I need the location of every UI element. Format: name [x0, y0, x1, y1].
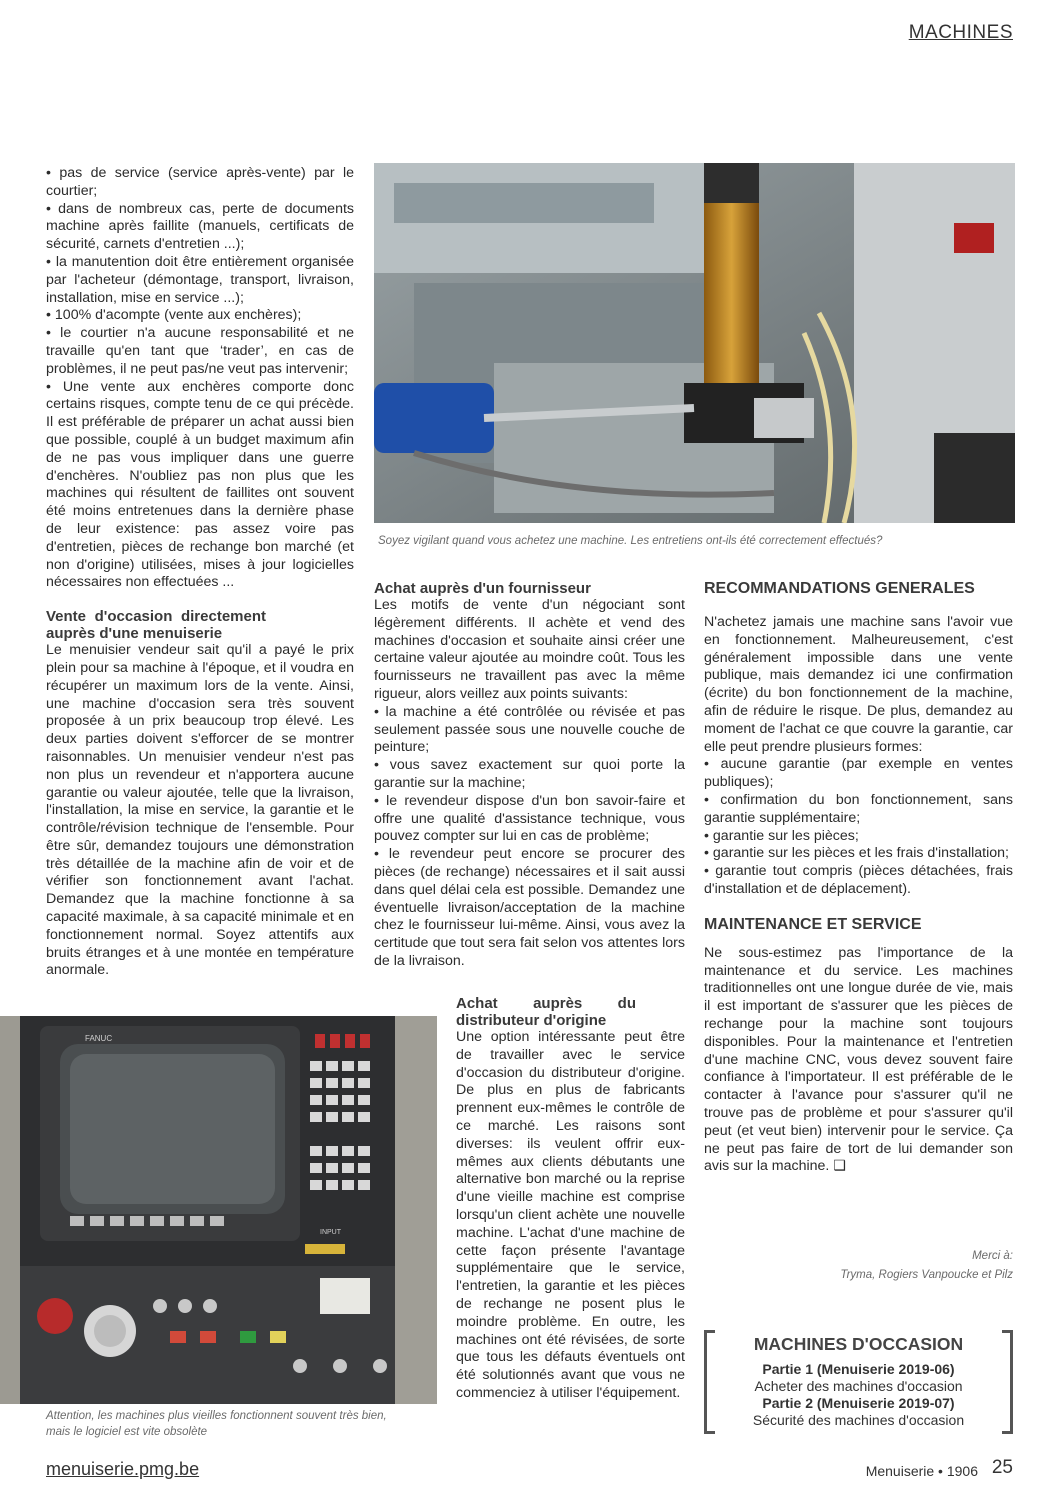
section-heading: Vente d'occasion directement auprès d'une menuiserie — [46, 608, 266, 643]
bullet-item: • aucune garantie (par exemple en ventes publiques); — [704, 756, 1013, 791]
series-part-title: Sécurité des machines d'occasion — [752, 1412, 965, 1428]
bullet-item: • confirmation du bon fonctionnement, sans garantie supplémentaire; — [704, 791, 1013, 826]
column-2b — [456, 995, 685, 1403]
bullet-item: • le revendeur peut encore se procurer des pièces (de rechange) nécessaires et il sait aussi dans quel délai cela est possible. Demandez une éventuelle livraison/acceptation de la machine chez le fournisseur lui-même. Ainsi, vous avez la certitude que tout sera fait selon vos attentes lors de la livraison. — [374, 846, 685, 969]
bullet-item: • vous savez exactement sur quoi porte la garantie sur la machine; — [374, 757, 685, 791]
series-box — [704, 1330, 1013, 1434]
thanks-names: Tryma, Rogiers Vanpoucke et Pilz — [840, 1269, 1013, 1281]
brand-text: FANUC — [85, 1034, 113, 1043]
paragraph: N'achetez jamais une machine sans l'avoir vue en fonctionnement. Malheureusement, c'est généralement impossible dans une vente publique, mais demandez ici une confirmation (écrite) du bon fonctionnement de la machine, afin de réduire le risque. De plus, demandez au moment de l'achat ce que couvre la garantie, car elle peut prendre plusieurs formes: — [704, 614, 1013, 755]
bullet-item: • Une vente aux enchères comporte donc certains risques, compte tenu de ce qui précède. Il est préférable de préparer un achat aussi bien que possible, couplé à un budget maximum afin de ne pas vous impliquer dans une guerre d'enchères. N'oubliez pas non plus que les machines qui résultent de faillites ont souvent été moins entretenues dans la dernière phase de leur existence: pas assez voire pas d'entretien, pièces de rechange bon marché (et non d'origine) utilisées, mises à jour logicielles nécessaires non effectuées ... — [46, 378, 354, 591]
series-part-title: Acheter des machines d'occasion — [754, 1378, 963, 1394]
section-heading: MAINTENANCE ET SERVICE — [704, 915, 922, 933]
website-link[interactable]: menuiserie.pmg.be — [46, 1459, 200, 1479]
paragraph: Une option intéressante peut être de travailler avec le service d'occasion du distributeur d'origine. De plus en plus de fabricants prennent eux-mêmes le contrôle de ce marché. Les raisons sont diverses: ils veulent offrir eux-mêmes aux clients débutants une alternative bon marché ou la reprise d'une vieille machine est comprise lorsqu'un client achète une nouvelle machine. L'achat d'une machine de cette façon présente l'avantage supplémentaire que le service, l'entretien, la garantie et les pièces de rechange ne posent plus le moindre problème. En outre, les machines ont été révisées, de sorte que tous les défauts éventuels ont été solutionnés avant que vous ne commenciez à utiliser l'équipement. — [456, 1029, 685, 1401]
series-list — [704, 1361, 1013, 1429]
input-label: INPUT — [320, 1229, 341, 1236]
section-title: MACHINES — [908, 22, 1013, 43]
thanks-label: Merci à: — [972, 1250, 1013, 1262]
photo-machine-detail — [374, 163, 1015, 523]
series-part-label: Partie 1 (Menuiserie 2019-06) — [762, 1361, 955, 1377]
series-part-label: Partie 2 (Menuiserie 2019-07) — [762, 1395, 955, 1411]
bullet-item: • la manutention doit être entièrement organisée par l'acheteur (démontage, transport, livraison, installation, mise en service ...); — [46, 253, 354, 306]
bullet-item: • dans de nombreux cas, perte de documents machine après faillite (manuels, certificats de sécurité, carnets d'entretien ...); — [46, 200, 354, 253]
column-1 — [46, 165, 354, 980]
bullet-item: • garantie sur les pièces et les frais d'installation; — [704, 845, 1009, 862]
caption-line: mais le logiciel est vite obsolète — [46, 1426, 208, 1438]
section-heading: Achat auprès du distributeur d'origine — [456, 995, 636, 1029]
section-heading: RECOMMANDATIONS GENERALES — [704, 580, 975, 597]
bullet-item: • garantie tout compris (pièces détachées, frais d'installation et de déplacement). — [704, 863, 1013, 897]
bullet-item: • 100% d'acompte (vente aux enchères); — [46, 307, 302, 324]
bracket-left — [704, 1330, 715, 1434]
paragraph: Ne sous-estimez pas l'importance de la maintenance et du service. Les machines traditionnelles ont une longue durée de vie, mais il est important de s'assurer que les pièces de rechange pour la machine sont toujours disponibles. Pour la maintenance et l'entretien d'une machine CNC, vous devez souvent faire confiance à l'importateur. Il est préférable de le contacter à l'avance pour s'assurer qu'il ne trouve pas de problème et pour s'assurer qu'il peut (et veut bien) intervenir pour le service. Ça ne peut pas faire de tort de lui demander son avis sur la machine. ❑ — [704, 944, 1013, 1175]
photo-caption: Soyez vigilant quand vous achetez une machine. Les entretiens ont-ils été correctement effectués? — [378, 535, 883, 547]
bullet-item: • le revendeur dispose d'un bon savoir-faire et offre une qualité d'assistance technique, vous pouvez compter sur lui en cas de problème; — [374, 792, 685, 845]
photo-control-panel — [0, 1016, 437, 1404]
photo-caption-bottom — [46, 1408, 436, 1440]
column-2 — [374, 580, 685, 971]
series-title: MACHINES D'OCCASION — [753, 1334, 964, 1354]
paragraph: Les motifs de vente d'un négociant sont légèrement différents. Il achète et vend des machines d'occasion et souhaite ainsi créer une certaine valeur ajoutée au moindre coût. Tous les fournisseurs ne travaillent pas avec la même rigueur, alors veillez aux points suivants: — [374, 597, 685, 702]
bullet-item: • le courtier n'a aucune responsabilité et ne travaille qu'en tant que ‘trader’, en cas de problèmes, il ne peut pas/ne veut pas intervenir; — [46, 325, 354, 377]
issue-label: Menuiserie • 1906 — [865, 1463, 978, 1479]
section-heading: Achat auprès d'un fournisseur — [374, 580, 591, 597]
bracket-right — [1002, 1330, 1013, 1434]
page-number: 25 — [991, 1457, 1013, 1478]
paragraph: Le menuisier vendeur sait qu'il a payé le prix plein pour sa machine à l'époque, et il voudra en récupérer un maximum lors de la vente. Ainsi, une machine d'occasion sera très souvent proposée à un prix beaucoup trop élevé. Les deux parties doivent s'efforcer de se montrer raisonnables. Un menuisier vendeur n'est pas non plus un revendeur et n'apportera aucune garantie ou valeur ajoutée, telle que la livraison, l'installation, la mise en service, la garantie et le contrôle/révision technique de l'ensemble. Pour être sûr, demandez toujours une démonstration très détaillée de la machine afin de voir et de vérifier son fonctionnement avant l'achat. Demandez que la machine fonctionne à sa capacité maximale, à sa capacité minimale et en fonctionnement normal. Soyez attentifs aux bruits étranges et à une montée en température anormale. — [46, 642, 354, 979]
bullet-item: • pas de service (service après-vente) par le courtier; — [46, 165, 354, 199]
column-3 — [704, 580, 1013, 1176]
caption-line: Attention, les machines plus vieilles fonctionnent souvent très bien, — [46, 1410, 387, 1422]
bullet-item: • garantie sur les pièces; — [704, 827, 859, 844]
bullet-item: • la machine a été contrôlée ou révisée et pas seulement passée sous une nouvelle couche de peinture; — [374, 703, 685, 756]
